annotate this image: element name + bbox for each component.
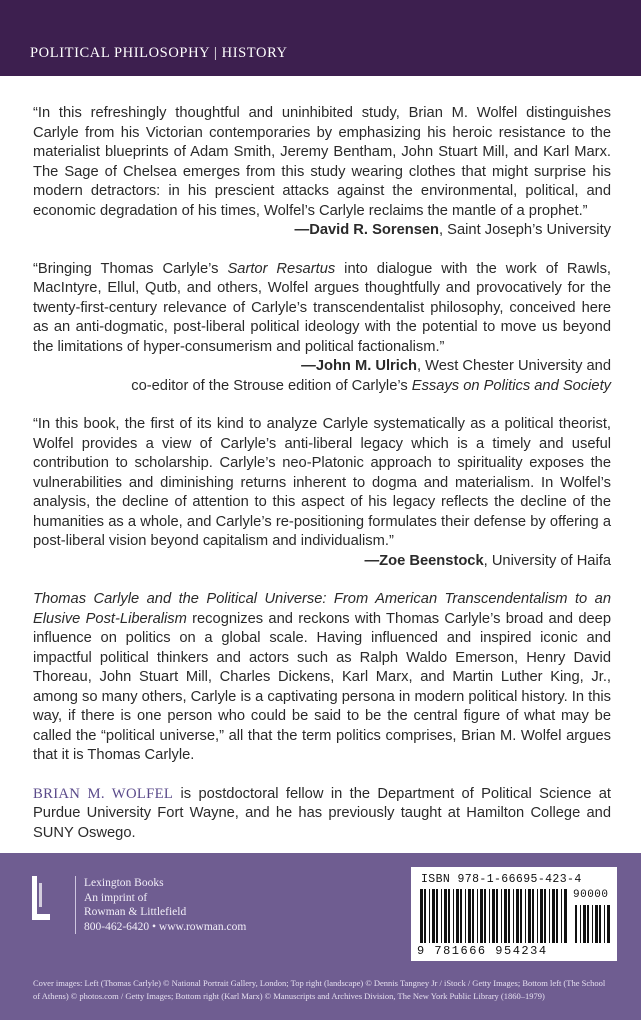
blurb-affiliation-1: , Saint Joseph’s University	[439, 222, 611, 238]
publisher-name: Lexington Books	[84, 877, 164, 889]
blurb-attribution-2	[33, 357, 611, 377]
blurb-affiliation-3: , University of Haifa	[483, 552, 611, 569]
blurb-quote-1: “In this refreshingly thoughtful and uninhibited study, Brian M. Wolfel distinguishes Carlyle from his Victorian contemporaries by emphasizing his heroic resistance to the materialist blueprints of Adam Smith, Jeremy Bentham, John Stuart Mill, and Karl Marx. The Sage of Chelsea emerges from this study wearing clothes that might surprise his modern detractors: in his prescient attacks against the environmental, political, and economic degradation of his times, Wolfel’s Carlyle reclaims the mantle of a prophet.”	[33, 105, 611, 219]
author-name: BRIAN M. WOLFEL	[33, 785, 174, 802]
footer-band	[0, 853, 641, 1020]
blurb-attribution-3	[33, 552, 611, 572]
publisher-info	[75, 876, 246, 934]
blurb-name-3: —Zoe Beenstock	[364, 552, 484, 569]
back-cover-text	[33, 104, 611, 843]
blurb-affiliation-2: , West Chester University and	[417, 358, 611, 374]
blurb-affiliation-2-pre: co-editor of the Strouse edition of Carlyle’s	[131, 377, 412, 394]
cover-image-credits: Cover images: Left (Thomas Carlyle) © National Portrait Gallery, London; Top right (landscape) © Dennis Tangney Jr / iStock / Getty Images; Bottom left (The School of Athens) © photos.com / Getty Images; Bottom right (Karl Marx) © Manuscripts and Archives Division, The New York Public Library (1860–1979)	[33, 978, 606, 1001]
author-bio-text: is postdoctoral fellow in the Department of Political Science at Purdue University Fort Wayne, and he has previously taught at Hamilton College and SUNY Oswego.	[33, 785, 611, 841]
category-label: POLITICAL PHILOSOPHY | HISTORY	[30, 45, 288, 61]
publisher-logo-icon	[30, 875, 52, 921]
header-band	[0, 0, 641, 76]
blurb-quote-2-title: Sartor Resartus	[227, 260, 336, 277]
isbn-barcode	[411, 867, 617, 961]
blurb-affiliation-2-title: Essays on Politics and Society	[411, 377, 611, 394]
blurb-name-1: —David R. Sorensen	[294, 222, 440, 238]
blurb-attribution-2b	[33, 377, 611, 397]
blurb-quote-2-pre: “Bringing Thomas Carlyle’s	[33, 260, 228, 277]
blurb-name-2: —John M. Ulrich	[301, 358, 417, 374]
barcode-addon-number: 90000	[573, 889, 609, 901]
barcode-addon-bars-icon	[574, 905, 610, 943]
book-title: Thomas Carlyle and the Political Universe: From American Transcendentalism to an Elusive Post-Liberalism	[33, 591, 611, 627]
publisher-parent: Rowman & Littlefield	[84, 906, 187, 918]
blurb-quote-3: “In this book, the first of its kind to analyze Carlyle systematically as a political theorist, Wolfel provides a view of Carlyle’s anti-liberal legacy which is a timely and useful contribution to scholarship. Carlyle’s neo-Platonic approach to spirituality exposes the vulnerabilities and diminishing returns inherent to dogma and materialism. In Wolfel’s analysis, the decline of attention to this aspect of his legacy reflects the decline of the humanities as a whole, and Carlyle’s re-positioning formulates their defense by offering a post-liberal vision beyond capitalism and individualism.”	[33, 416, 611, 549]
isbn-number: ISBN 978-1-66695-423-4	[421, 873, 582, 886]
author-bio	[33, 785, 611, 844]
publisher-imprint-of: An imprint of	[84, 891, 148, 904]
barcode-bars-icon	[419, 889, 569, 943]
blurb-quote-2-post: into dialogue with the work of Rawls, MacIntyre, Ellul, Qutb, and others, Wolfel argues thoughtfully and provocatively for the twenty-first-century relevance of Carlyle’s transcendentalist philosophy, conceived here as an anti-dogmatic, post-liberal political ideology with the potential to move us beyond the limitations of hyper-consumerism and political factionalism.”	[33, 260, 611, 355]
publisher-contact: 800-462-6420 • www.rowman.com	[84, 920, 247, 933]
ean-number: 9 781666 954234	[417, 944, 548, 958]
description-body: recognizes and reckons with Thomas Carlyle’s broad and deep influence on politics on a global scale. Having influenced and inspired iconic and impactful political thinkers and actors such as Ralph Waldo Emerson, Henry David Thoreau, John Stuart Mill, Charles Dickens, Karl Marx, and Martin Luther King, Jr., among so many others, Carlyle is a captivating persona in modern political history. In this way, if there is one person who could be said to be the central figure of what may be called the “political universe,” all that the term politics comprises, Brian M. Wolfel argues that it is Thomas Carlyle.	[33, 610, 611, 763]
blurb-quote-2	[33, 260, 611, 358]
blurb-attribution-1	[33, 221, 611, 241]
book-description	[33, 590, 611, 766]
